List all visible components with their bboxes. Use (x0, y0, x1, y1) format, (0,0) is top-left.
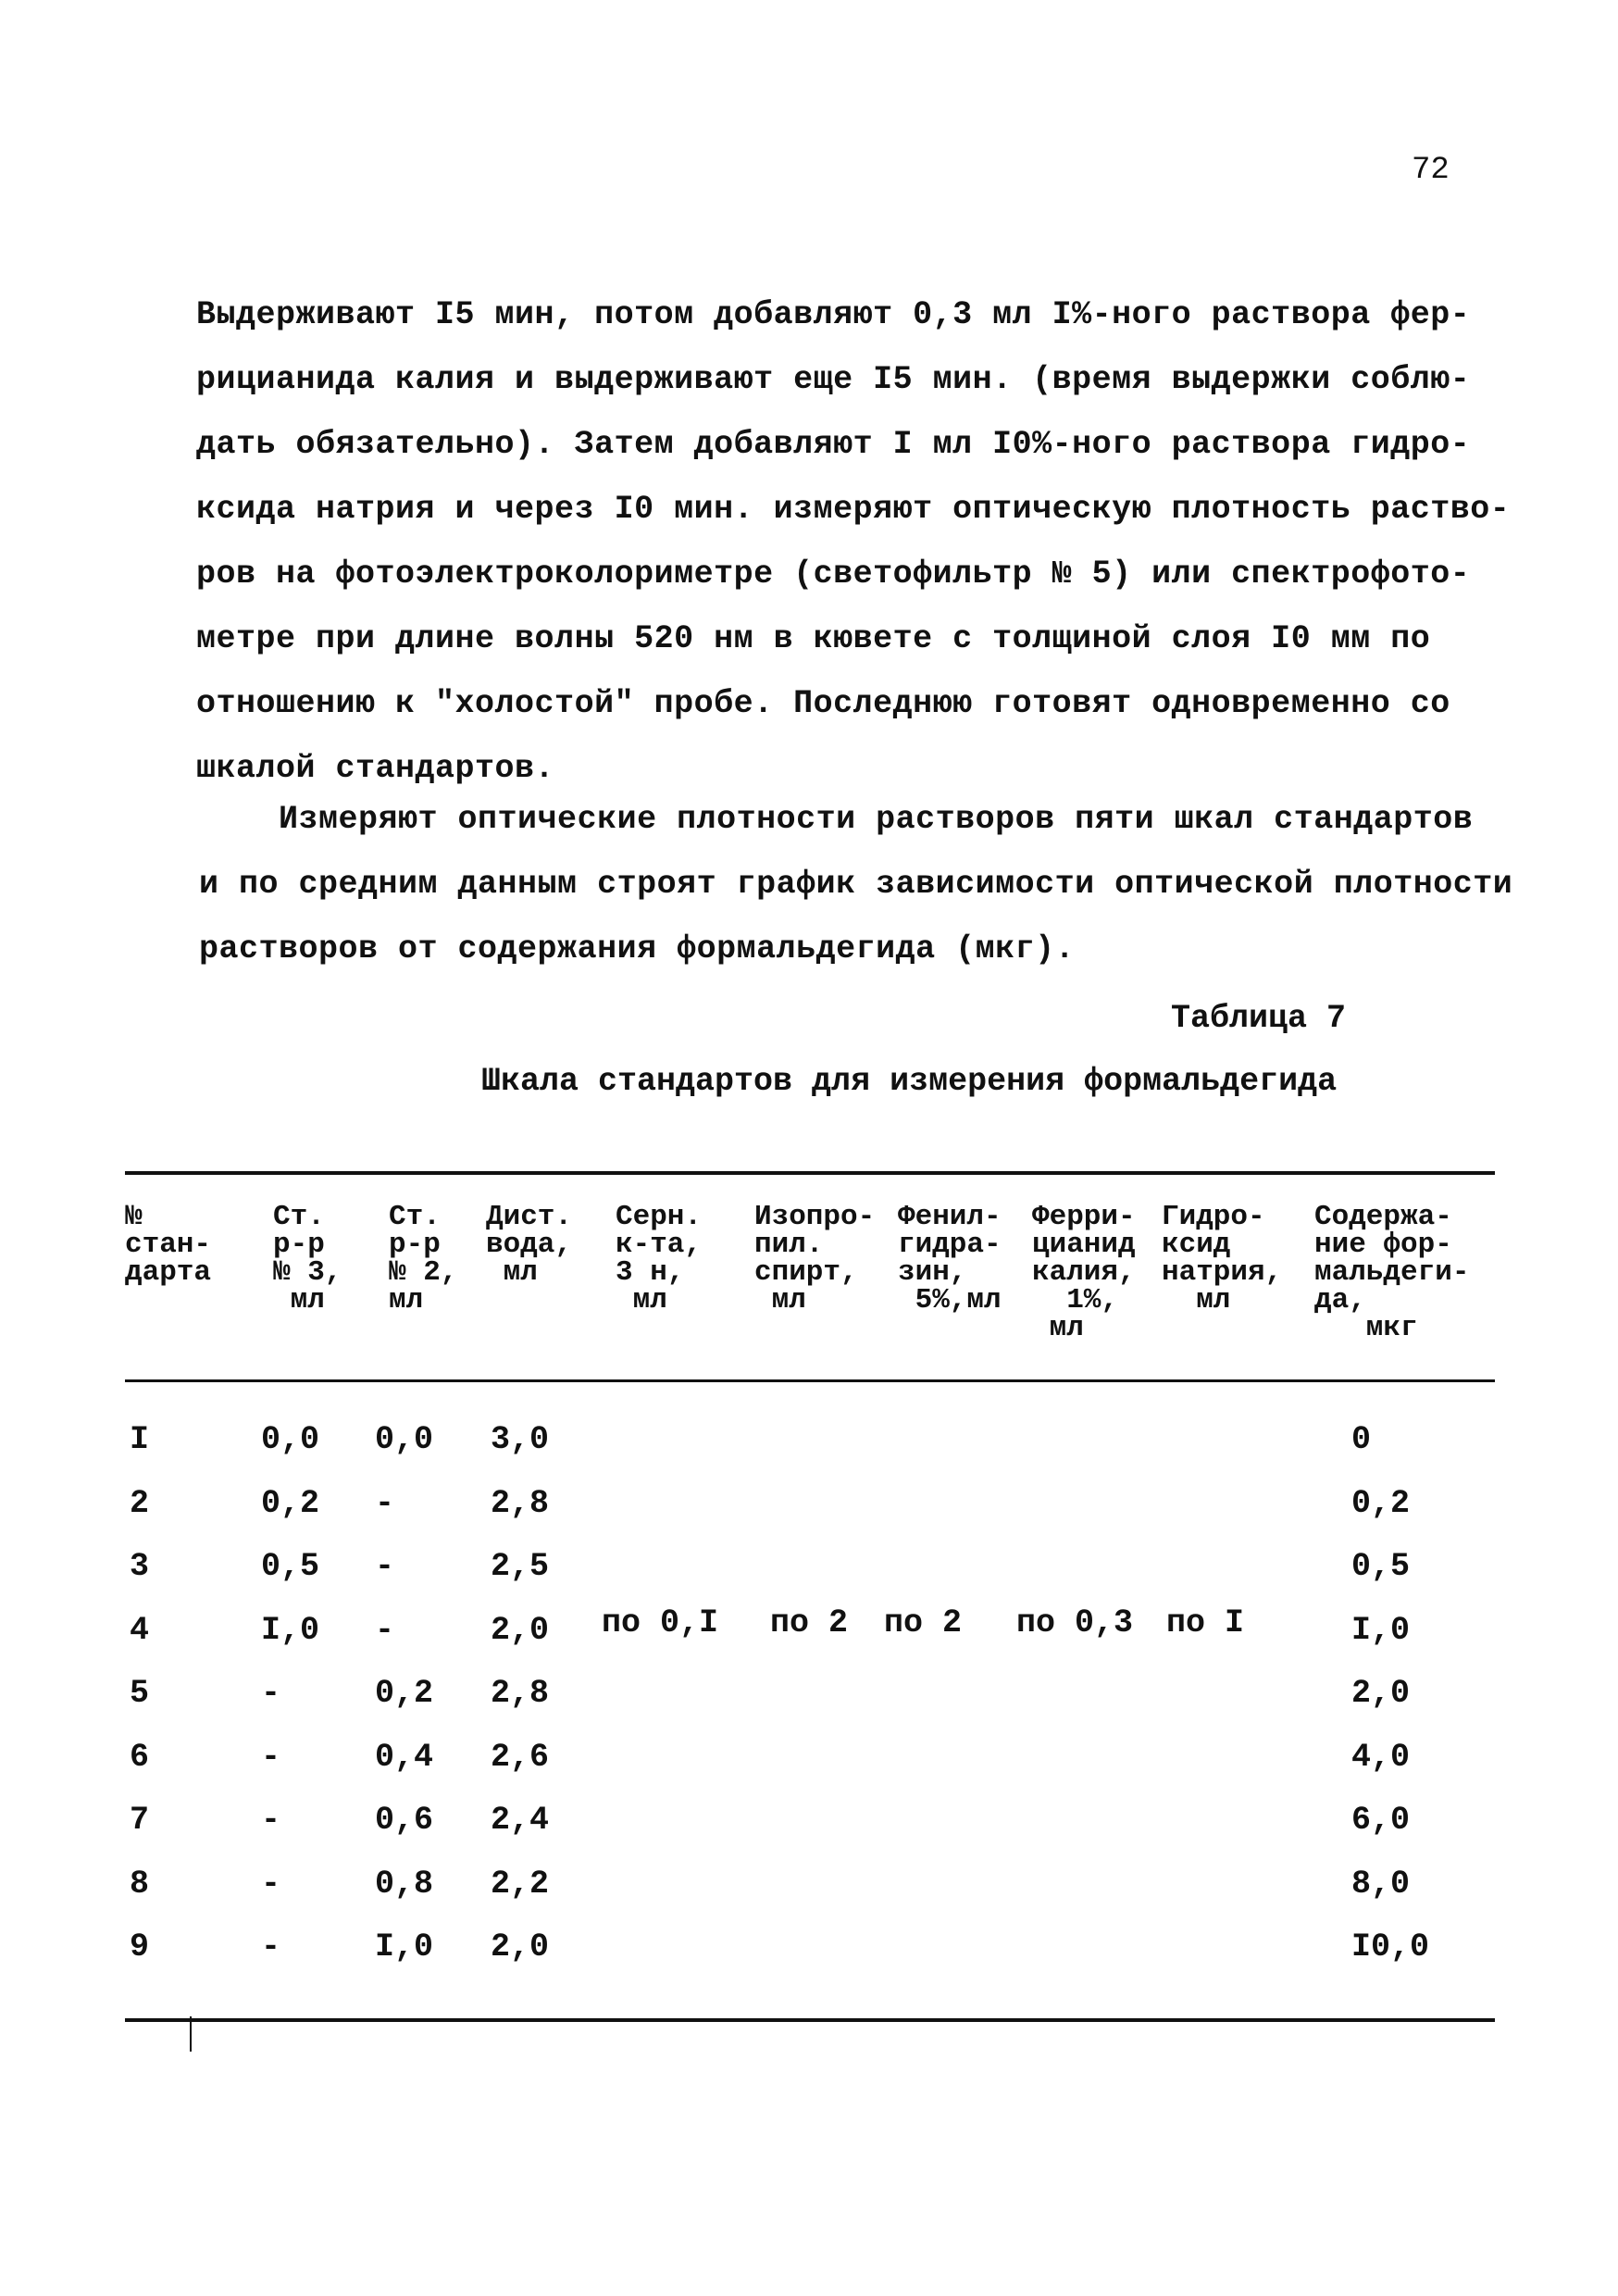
row-number: I (130, 1421, 150, 1458)
header-sulfuric-acid: Серн. к-та, 3 н, мл (616, 1201, 703, 1316)
stock-solution-3-value: I,0 (261, 1611, 320, 1649)
stock-solution-3-value: - (261, 1738, 281, 1776)
stock-solution-2-value: 0,0 (375, 1421, 434, 1458)
water-value: 2,4 (491, 1802, 550, 1839)
header-standard-number: № стан- дарта (125, 1201, 212, 1289)
formaldehyde-value: 4,0 (1351, 1738, 1411, 1776)
row-number: 5 (130, 1675, 150, 1712)
water-value: 2,8 (491, 1484, 550, 1522)
stock-solution-3-value: 0,2 (261, 1484, 320, 1522)
row-number: 7 (130, 1802, 150, 1839)
table-top-rule (125, 1171, 1495, 1175)
header-potassium-ferricyanide: Ферри- цианид калия, 1%, мл (1032, 1201, 1136, 1344)
header-stock-solution-3: Ст. р-р № 3, мл (273, 1201, 342, 1316)
table-title: Шкала стандартов для измерения формальдегида (481, 1063, 1338, 1100)
margin-tick-mark (190, 2016, 192, 2052)
formaldehyde-value: 8,0 (1351, 1865, 1411, 1903)
stock-solution-2-value: 0,6 (375, 1802, 434, 1839)
page-number: 72 (1412, 153, 1450, 188)
row-number: 9 (130, 1928, 150, 1965)
stock-solution-2-value: 0,4 (375, 1738, 434, 1776)
row-number: 6 (130, 1738, 150, 1776)
water-value: 2,6 (491, 1738, 550, 1776)
header-sodium-hydroxide: Гидро- ксид натрия, мл (1162, 1201, 1283, 1316)
stock-solution-2-value: - (375, 1611, 395, 1649)
formaldehyde-value: I0,0 (1351, 1928, 1430, 1965)
row-number: 2 (130, 1484, 150, 1522)
stock-solution-3-value: - (261, 1675, 281, 1712)
common-value-sodium-hydroxide: по I (1166, 1604, 1245, 1641)
row-number: 4 (130, 1611, 150, 1649)
stock-solution-3-value: - (261, 1865, 281, 1903)
header-formaldehyde-content: Содержа- ние фор- мальдеги- да, мкг (1314, 1201, 1470, 1344)
stock-solution-3-value: 0,0 (261, 1421, 320, 1458)
stock-solution-2-value: 0,2 (375, 1675, 434, 1712)
stock-solution-3-value: - (261, 1802, 281, 1839)
formaldehyde-value: 2,0 (1351, 1675, 1411, 1712)
table-bottom-rule (125, 2018, 1495, 2022)
paragraph-1: Выдерживают I5 мин, потом добавляют 0,3 мл I%-ного раствора фер- рицианида калия и выдерживают еще I5 мин. (время выдержки соблю- дать обязательно). Затем добавляют I мл I0%-ного раствора гидро- ксида натрия и через I0 мин. измеряют оптическую плотность раство- ров на фотоэлектроколориметре (светофильтр № 5) или спектрофото- метре при длине волны 520 нм в кювете с толщиной слоя I0 мм по отношению к "холостой" пробе. Последнюю готовят одновременно со шкалой стандартов. (196, 296, 1511, 787)
formaldehyde-value: 0 (1351, 1421, 1372, 1458)
stock-solution-2-value: - (375, 1548, 395, 1585)
formaldehyde-value: 0,2 (1351, 1484, 1411, 1522)
header-distilled-water: Дист. вода, мл (486, 1201, 573, 1289)
table-label: Таблица 7 (1171, 1000, 1347, 1037)
common-value-sulfuric-acid: по 0,I (602, 1604, 719, 1641)
row-number: 8 (130, 1865, 150, 1903)
table-header-rule (125, 1379, 1495, 1382)
header-phenylhydrazine: Фенил- гидра- зин, 5%,мл (898, 1201, 1002, 1316)
stock-solution-3-value: 0,5 (261, 1548, 320, 1585)
header-isopropyl-alcohol: Изопро- пил. спирт, мл (754, 1201, 876, 1316)
paragraph-2: Измеряют оптические плотности растворов пяти шкал стандартов и по средним данным строят график зависимости оптической плотности растворов от содержания формальдегида (мкг). (199, 801, 1513, 967)
row-number: 3 (130, 1548, 150, 1585)
common-value-phenylhydrazine: по 2 (884, 1604, 963, 1641)
formaldehyde-value: 6,0 (1351, 1802, 1411, 1839)
formaldehyde-value: 0,5 (1351, 1548, 1411, 1585)
stock-solution-3-value: - (261, 1928, 281, 1965)
stock-solution-2-value: - (375, 1484, 395, 1522)
water-value: 2,8 (491, 1675, 550, 1712)
stock-solution-2-value: I,0 (375, 1928, 434, 1965)
water-value: 2,5 (491, 1548, 550, 1585)
header-stock-solution-2: Ст. р-р № 2, мл (389, 1201, 458, 1316)
water-value: 2,0 (491, 1928, 550, 1965)
water-value: 3,0 (491, 1421, 550, 1458)
stock-solution-2-value: 0,8 (375, 1865, 434, 1903)
common-value-potassium-ferricyanide: по 0,3 (1016, 1604, 1134, 1641)
water-value: 2,0 (491, 1611, 550, 1649)
formaldehyde-value: I,0 (1351, 1611, 1411, 1649)
water-value: 2,2 (491, 1865, 550, 1903)
common-value-isopropyl-alcohol: по 2 (770, 1604, 849, 1641)
